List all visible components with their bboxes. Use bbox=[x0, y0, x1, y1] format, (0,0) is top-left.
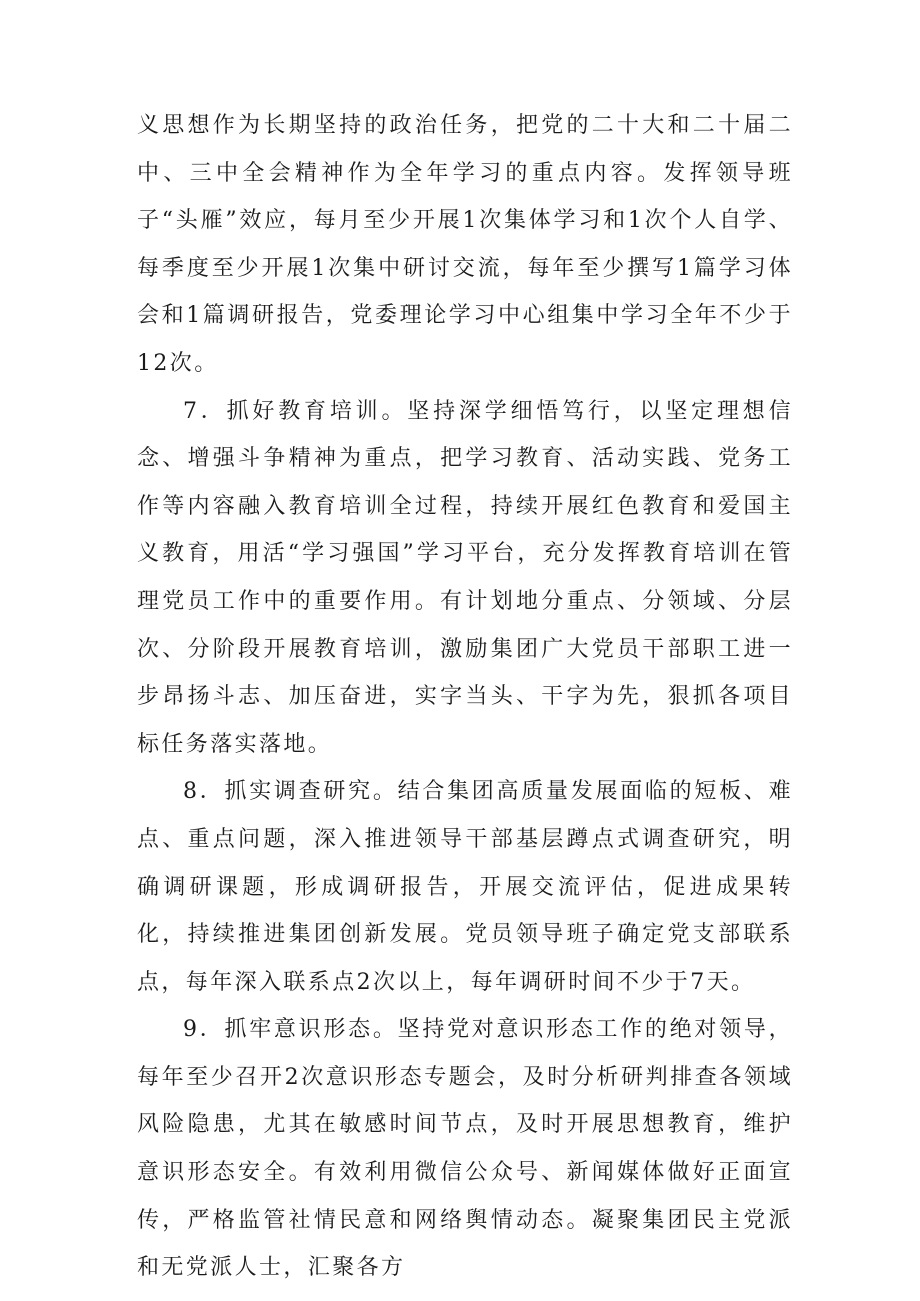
paragraph-item-7: 7．抓好教育培训。坚持深学细悟笃行，以坚定理想信念、增强斗争精神为重点，把学习教育、活动实践、党务工作等内容融入教育培训全过程，持续开展红色教育和爱国主义教育，用活“学习强国”学习平台，充分发挥教育培训在管理党员工作中的重要作用。有计划地分重点、分领域、分层次、分阶段开展教育培训，激励集团广大党员干部职工进一步昂扬斗志、加压奋进，实字当头、干字为先，狠抓各项目标任务落实落地。 bbox=[137, 398, 793, 757]
paragraph-continuation: 义思想作为长期坚持的政治任务，把党的二十大和二十届二中、三中全会精神作为全年学习的重点内容。发挥领导班子“头雁”效应，每月至少开展1次集体学习和1次个人自学、每季度至少开展1次集中研讨交流，每年至少撰写1篇学习体会和1篇调研报告，党委理论学习中心组集中学习全年不少于12次。 bbox=[137, 113, 793, 376]
paragraph-item-9: 9．抓牢意识形态。坚持党对意识形态工作的绝对领导，每年至少召开2次意识形态专题会，及时分析研判排查各领域风险隐患，尤其在敏感时间节点，及时开展思想教育，维护意识形态安全。有效利用微信公众号、新闻媒体做好正面宣传，严格监管社情民意和网络舆情动态。凝聚集团民主党派和无党派人士，汇聚各方 bbox=[137, 1017, 793, 1281]
document-body bbox=[137, 102, 793, 1292]
paragraph-item-8: 8．抓实调查研究。结合集团高质量发展面临的短板、难点、重点问题，深入推进领导干部基层蹲点式调查研究，明确调研课题，形成调研报告，开展交流评估，促进成果转化，持续推进集团创新发展。党员领导班子确定党支部联系点，每年深入联系点2次以上，每年调研时间不少于7天。 bbox=[137, 779, 793, 995]
